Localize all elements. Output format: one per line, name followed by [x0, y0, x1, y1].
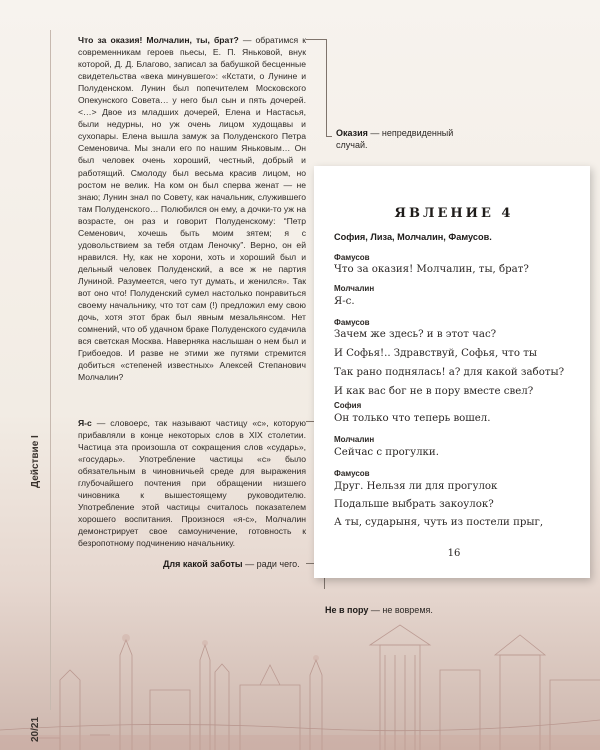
commentary-text: — обратимся к современникам героев пьесы, Е. П. Янькoвой, внук которой, Д. Д. Благово, записал за бабушкой бесценные свидетельства «века минувшего»: «Кстати, о Лунине и Полуденском. Лунин был попечителем Московского Опекунского Совета… у него был сын и пять дочерей. <…> Двое из младших дочерей, Елена и Настасья, были недурны, но уж очень лицом худощавы и сухопары. Елена вышла замуж за Полуденского Петра Семеновича. Мы знали его по нашим Янькoвым… Он был человек очень хороший, честный, добрый и работящий. Смолоду был весьма красив лицом, но ростом не велик. На ком он был сперва женат — не знаю; Лунин знал по Совету, как начальник, служившего там Полуденского… Полюбился он ему, а дочки-то уж на возрасте, он раз и говорит Полуденскому: “Петр Семенович, хочешь быть моим зятем; я с удовольствием за тебя отдам Леночку”. Верно, он ей нравился. Ну, как не хорони, хоть и хороший был и дельный человек Полуденский, а все ж не партия Луниной. Разумеется, чего тут думать, и женился». Так вот оно что! Полуденский сумел настолько понравиться своему начальнику, что тот сам (!) предложил ему свою дочь, хотя этот брак был явным мезальянсом. Нет сомнений, что об удачном браке Полуденского судачила вся светская Москва. Наверняка наслышан о нем был и Грибоедов. И разве не этими же путями стремится добиться «степеней известных» Алексей Степанович Молчалин?: [78, 35, 306, 383]
verse-line: Друг. Нельзя ли для прогулок: [334, 481, 498, 492]
commentary-term: Что за оказия! Молчалин, ты, брат?: [78, 35, 239, 45]
cast-list: София, Лиза, Молчалин, Фамусов.: [334, 232, 492, 242]
commentary-term: Я-с: [78, 418, 92, 428]
gloss-text: — непредвиденный случай.: [336, 128, 454, 150]
verse-line: Подальше выбрать закоулок?: [334, 499, 494, 510]
gloss-dlya-kakoy-zaboty: [163, 558, 308, 570]
verse-line: Так рано поднялась! а? для какой заботы?: [334, 367, 565, 378]
scene-title: ЯВЛЕНИЕ 4: [394, 206, 514, 221]
gloss-text: — не вовремя.: [368, 605, 433, 615]
connector-line: [306, 39, 327, 137]
verse-line: И Софья!.. Здравствуй, Софья, что ты: [334, 348, 537, 359]
verse-line: Что за оказия! Молчалин, ты, брат?: [334, 264, 529, 275]
speaker-name: Фамусов: [334, 253, 370, 262]
play-page-number: 16: [447, 548, 461, 559]
verse-line: Сейчас с прогулки.: [334, 447, 439, 458]
moscow-skyline-illustration: [0, 560, 600, 750]
speaker-name: Молчалин: [334, 435, 375, 444]
gloss-term: Оказия: [336, 128, 368, 138]
verse-line: Зачем же здесь? и в этот час?: [334, 329, 497, 340]
gloss-text: — ради чего.: [242, 559, 300, 569]
page-numbers: 20/21: [30, 716, 41, 742]
verse-line: А ты, сударыня, чуть из постели прыг,: [334, 517, 544, 528]
gloss-term: Не в пору: [325, 605, 369, 615]
commentary-oкaзия: [78, 34, 306, 383]
verse-line: Он только что теперь вошел.: [334, 413, 491, 424]
speaker-name: Фамусов: [334, 318, 370, 327]
act-label: Действие I: [30, 435, 41, 488]
speaker-name: Молчалин: [334, 284, 375, 293]
verse-line: Я-с.: [334, 296, 355, 307]
speaker-name: София: [334, 401, 362, 410]
gloss-term: Для какой заботы: [163, 559, 243, 569]
play-text-card: [314, 166, 590, 578]
verse-line: И как вас бог не в пору вместе свел?: [334, 386, 534, 397]
gloss-okaziya: [336, 127, 476, 151]
connector-line: [326, 136, 332, 138]
gloss-ne-v-poru: [325, 604, 465, 616]
speaker-name: Фамусов: [334, 469, 370, 478]
commentary-text: — словоерс, так называют частицу «с», которую прибавляли в конце некоторых слов в XIX столетии. Частица эта произошла от сокращения слов «сударь», «государь». Употребление частицы «с» было обязательным в чиновничьей среде для выражения глубочайшего почтения при обращении низшего чиновника к вышестоящему руководителю. Употребление этой частицы считалось показателем хорошего воспитания. Произнося «я-с», Молчалин демонстрирует свое самоуничение, готовность к безропотному подчинению начальнику.: [78, 418, 306, 549]
commentary-ya-s: [78, 417, 306, 550]
side-rule: [50, 30, 51, 710]
